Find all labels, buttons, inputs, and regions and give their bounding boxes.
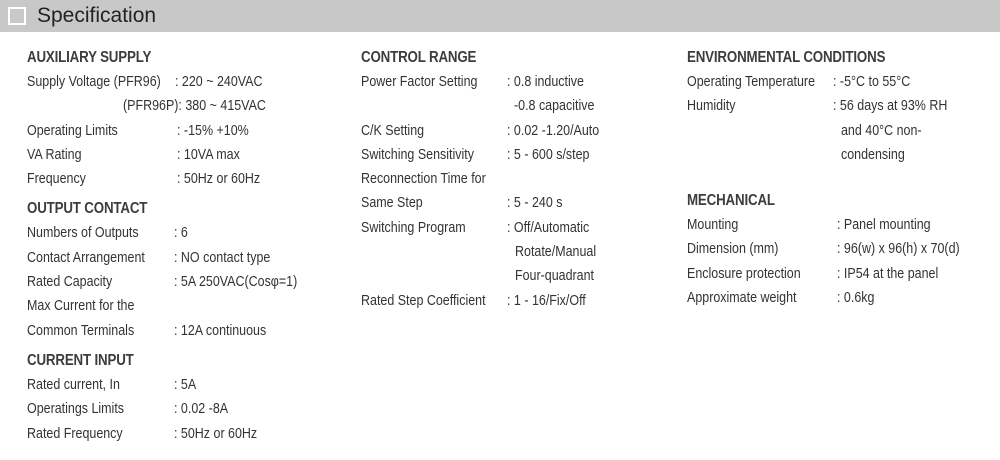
section-control-range <box>361 46 671 313</box>
spec-label: Rated Step Coefficient <box>361 292 486 309</box>
spec-row <box>687 213 997 237</box>
spec-label: Contact Arrangement <box>27 249 145 266</box>
section-auxiliary-supply <box>27 46 347 191</box>
spec-row <box>687 286 997 310</box>
spec-value: : Panel mounting <box>837 217 931 234</box>
spec-label <box>361 264 493 288</box>
spec-value: : 50Hz or 60Hz <box>174 425 258 442</box>
spec-row <box>361 94 671 118</box>
spec-label: Numbers of Outputs <box>27 225 139 242</box>
spec-value: Four-quadrant <box>515 268 595 285</box>
spec-value: : 5A 250VAC(Cosφ=1) <box>174 274 298 291</box>
spec-label: Power Factor Setting <box>361 74 478 90</box>
spec-value: : 5A <box>174 376 197 393</box>
spec-label: Reconnection Time for <box>361 171 486 188</box>
spec-row <box>361 289 671 313</box>
spec-row <box>361 216 671 240</box>
spec-row <box>687 70 997 94</box>
spec-value: : -5°C to 55°C <box>833 74 911 90</box>
spec-value: : Off/Automatic <box>507 219 590 236</box>
spec-label: Switching Sensitivity <box>361 146 474 163</box>
spec-row <box>361 70 671 94</box>
spec-value: : 0.02 -8A <box>174 401 229 418</box>
spec-row <box>27 373 347 397</box>
spec-value: : 0.02 -1.20/Auto <box>507 122 600 139</box>
spec-value: : 0.8 inductive <box>507 74 584 90</box>
spec-label: VA Rating <box>27 146 82 163</box>
spec-value: : 1 - 16/Fix/Off <box>507 292 586 309</box>
spec-row <box>687 237 997 261</box>
section-title: ENVIRONMENTAL CONDITIONS <box>687 49 886 66</box>
spec-value: : 50Hz or 60Hz <box>177 171 261 188</box>
spec-label: Max Current for the <box>27 298 135 315</box>
spec-value: : NO contact type <box>174 249 271 266</box>
spec-label: Humidity <box>687 98 736 115</box>
section-title: CURRENT INPUT <box>27 351 134 369</box>
spec-row <box>27 422 347 446</box>
spec-row <box>27 294 347 318</box>
spec-label: Mounting <box>687 217 739 234</box>
section-mechanical <box>687 189 997 310</box>
spec-label: Approximate weight <box>687 290 797 307</box>
spec-row <box>687 143 997 167</box>
spec-value: condensing <box>841 146 905 163</box>
spec-value: : 0.6kg <box>837 290 875 307</box>
spec-label: Operatings Limits <box>27 401 125 418</box>
spec-value: : 10VA max <box>177 146 240 163</box>
spec-row <box>27 270 347 294</box>
spec-row <box>27 94 347 118</box>
spec-value: : 12A continuous <box>174 322 267 339</box>
spec-label: Operating Limits <box>27 122 118 139</box>
page-title: Specification <box>37 4 157 27</box>
spec-row <box>27 319 347 343</box>
spec-label: Rated current, In <box>27 376 120 393</box>
spec-value: : 5 - 600 s/step <box>507 146 590 163</box>
spec-label: C/K Setting <box>361 122 425 139</box>
spec-value: (PFR96P): 380 ~ 415VAC <box>123 98 266 115</box>
spec-row <box>361 167 671 191</box>
spec-value: : -15% +10% <box>177 122 249 139</box>
spec-row <box>27 167 347 191</box>
spec-row <box>361 143 671 167</box>
spec-row <box>361 240 671 264</box>
spec-label: Operating Temperature <box>687 74 816 90</box>
spec-label: Supply Voltage (PFR96) <box>27 74 161 90</box>
spec-row <box>27 246 347 270</box>
spec-value: : 5 - 240 s <box>507 195 563 212</box>
spec-value: -0.8 capacitive <box>514 98 595 115</box>
spec-label: Switching Program <box>361 219 466 236</box>
spec-row <box>361 119 671 143</box>
spec-label: Same Step <box>361 195 423 212</box>
checkbox[interactable] <box>8 7 26 25</box>
spec-value: and 40°C non- <box>841 122 922 139</box>
spec-row <box>687 94 997 118</box>
section-title: AUXILIARY SUPPLY <box>27 49 152 66</box>
spec-label <box>361 240 493 264</box>
spacer <box>687 173 997 189</box>
spec-row <box>27 397 347 421</box>
spec-value: : 220 ~ 240VAC <box>175 74 263 90</box>
section-current-input <box>27 349 347 446</box>
section-environmental-conditions <box>687 46 997 167</box>
section-title: OUTPUT CONTACT <box>27 200 148 218</box>
spec-row <box>27 143 347 167</box>
spec-value: : 96(w) x 96(h) x 70(d) <box>837 241 960 258</box>
spec-row <box>27 70 347 94</box>
spec-label: Rated Capacity <box>27 274 113 291</box>
spec-label <box>687 143 819 167</box>
spec-column-2 <box>361 46 671 319</box>
spec-value: : 6 <box>174 225 188 242</box>
spec-label <box>687 119 819 143</box>
section-title: CONTROL RANGE <box>361 49 477 66</box>
spec-label: Dimension (mm) <box>687 241 779 258</box>
spec-label: Rated Frequency <box>27 425 123 442</box>
spec-value: : 56 days at 93% RH <box>833 98 948 115</box>
spec-row <box>27 119 347 143</box>
spec-row <box>361 264 671 288</box>
spec-label: Common Terminals <box>27 322 135 339</box>
spec-label <box>27 94 110 118</box>
spec-row <box>687 262 997 286</box>
spec-column-3 <box>687 46 997 316</box>
spec-row <box>361 191 671 215</box>
spec-value: : IP54 at the panel <box>837 265 939 282</box>
spec-value: Rotate/Manual <box>515 244 597 261</box>
spec-label <box>361 94 493 118</box>
spec-row <box>27 221 347 245</box>
section-title: MECHANICAL <box>687 192 775 210</box>
section-output-contact <box>27 197 347 342</box>
spec-label: Enclosure protection <box>687 265 801 282</box>
spec-column-1 <box>27 46 347 452</box>
section-header <box>0 0 1000 32</box>
spec-label: Frequency <box>27 171 86 188</box>
spec-row <box>687 119 997 143</box>
